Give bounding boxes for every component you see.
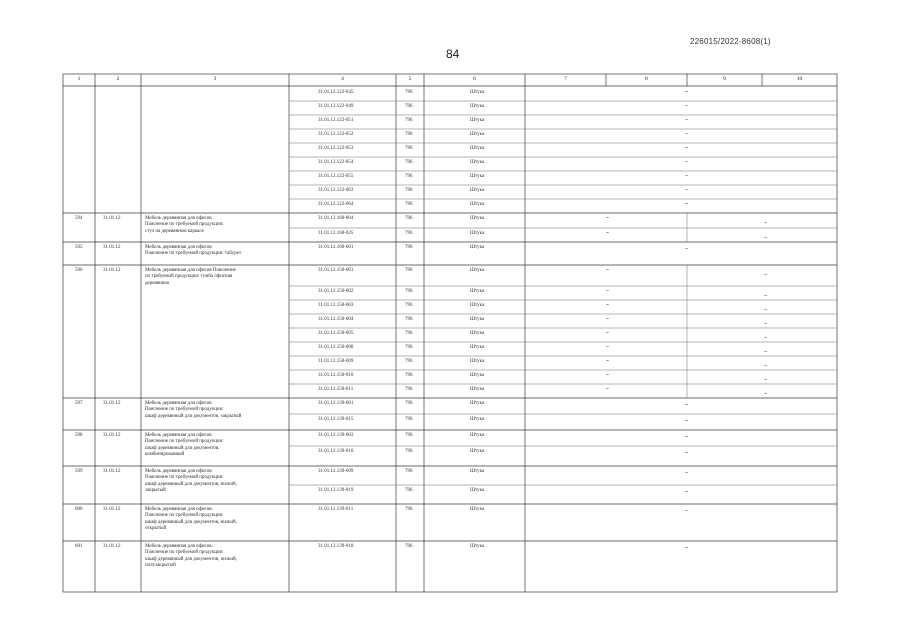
- product-description: комбинированный: [145, 451, 185, 457]
- empty-value-dash: --: [685, 201, 687, 207]
- page-number: 84: [446, 47, 460, 61]
- empty-value-dash: --: [764, 307, 766, 313]
- unit-code: 796: [405, 289, 413, 294]
- unit-name: Штука: [470, 417, 485, 422]
- empty-value-dash: --: [685, 145, 687, 151]
- unit-name: Штука: [470, 401, 485, 406]
- unit-name: Штука: [470, 160, 485, 165]
- product-code: 31.01.12.122-049: [318, 104, 354, 109]
- product-code: 31.01.12.150-010: [318, 373, 354, 378]
- unit-code: 796: [405, 417, 413, 422]
- product-description: Мебель деревянная для офисов.: [145, 507, 213, 512]
- unit-code: 796: [405, 469, 413, 474]
- product-description: шкаф деревянный для документов, низкий,: [145, 481, 237, 487]
- product-code: 31.01.12.150-005: [318, 331, 354, 336]
- unit-code: 796: [405, 268, 413, 273]
- unit-code: 796: [405, 118, 413, 123]
- unit-code: 796: [405, 231, 413, 236]
- empty-value-dash: --: [685, 131, 687, 137]
- product-description: Мебель деревянная для офисов: [145, 469, 212, 474]
- unit-name: Штука: [470, 345, 485, 350]
- empty-value-dash: --: [685, 508, 687, 514]
- unit-name: Штука: [470, 90, 485, 95]
- row-number: 598: [75, 433, 83, 438]
- unit-code: 796: [405, 132, 413, 137]
- header-col-4: 4: [341, 76, 344, 82]
- empty-value-dash: --: [685, 103, 687, 109]
- row-number: 597: [75, 401, 83, 406]
- unit-code: 796: [405, 433, 413, 438]
- product-description: деревянная: [145, 280, 169, 286]
- empty-value-dash: --: [685, 402, 687, 408]
- unit-name: Штука: [470, 449, 485, 454]
- product-code: 31.01.12.160-004: [318, 216, 354, 221]
- unit-code: 796: [405, 544, 413, 549]
- product-code: 31.01.12.122-045: [318, 90, 354, 95]
- product-description: Мебель деревянная для офисов: [145, 245, 212, 250]
- header-col-10: 10: [796, 76, 803, 82]
- empty-value-dash: --: [606, 215, 608, 221]
- unit-name: Штука: [470, 488, 485, 493]
- product-description: стул на деревянном каркасе: [145, 228, 204, 234]
- product-description: Мебель деревянная для офисов: [145, 401, 212, 406]
- header-col-7: 7: [564, 76, 567, 82]
- empty-value-dash: --: [685, 489, 687, 495]
- product-description: шкаф деревянный для документов, низкий,: [145, 556, 237, 562]
- product-code: 31.01.12.139-015: [318, 417, 354, 422]
- unit-code: 796: [405, 104, 413, 109]
- unit-code: 796: [405, 488, 413, 493]
- unit-name: Штука: [470, 245, 485, 250]
- okpd-code: 31.01.12: [103, 401, 121, 406]
- empty-value-dash: --: [685, 450, 687, 456]
- product-description: шкаф деревянный для документов, закрытый: [145, 413, 242, 419]
- unit-name: Штука: [470, 188, 485, 193]
- unit-code: 796: [405, 317, 413, 322]
- product-code: 31.01.12.122-063: [318, 188, 354, 193]
- product-description: шкаф деревянный для документов,: [145, 445, 220, 451]
- product-code: 31.01.12.139-018: [318, 544, 354, 549]
- empty-value-dash: --: [764, 377, 766, 383]
- unit-code: 796: [405, 160, 413, 165]
- empty-value-dash: --: [764, 391, 766, 397]
- unit-name: Штука: [470, 469, 485, 474]
- unit-code: 796: [405, 359, 413, 364]
- product-description: закрытый: [145, 487, 166, 493]
- product-description: Пояснение по требуемой продукции:: [145, 439, 224, 445]
- unit-name: Штука: [470, 303, 485, 308]
- header-col-8: 8: [645, 76, 648, 82]
- product-description: Пояснение по требуемой продукции:: [145, 407, 224, 413]
- product-code: 31.01.12.150-001: [318, 268, 354, 273]
- unit-code: 796: [405, 449, 413, 454]
- unit-name: Штука: [470, 373, 485, 378]
- empty-value-dash: --: [685, 545, 687, 551]
- product-code: 31.01.12.139-009: [318, 469, 354, 474]
- unit-code: 796: [405, 507, 413, 512]
- unit-name: Штука: [470, 231, 485, 236]
- product-description: открытый: [145, 525, 167, 531]
- empty-value-dash: --: [606, 316, 608, 322]
- row-number: 594: [75, 216, 83, 221]
- header-col-5: 5: [408, 76, 412, 82]
- unit-name: Штука: [470, 433, 485, 438]
- product-description: полузакрытый: [145, 562, 176, 568]
- okpd-code: 31.01.12: [103, 469, 121, 474]
- empty-value-dash: --: [685, 187, 687, 193]
- unit-name: Штука: [470, 331, 485, 336]
- empty-value-dash: --: [606, 267, 608, 273]
- header-col-1: 1: [77, 76, 81, 82]
- unit-code: 796: [405, 345, 413, 350]
- product-code: 31.01.12.122-055: [318, 174, 354, 179]
- product-description: Пояснение по требуемой продукции: табурет: [145, 251, 242, 257]
- empty-value-dash: --: [685, 89, 687, 95]
- unit-name: Штука: [470, 544, 485, 549]
- header-col-2: 2: [116, 76, 120, 82]
- unit-name: Штука: [470, 359, 485, 364]
- row-number: 599: [75, 469, 83, 474]
- product-description: по требуемой продукции: тумба офисная: [145, 274, 233, 280]
- product-code: 31.01.12.139-001: [318, 401, 354, 406]
- unit-name: Штука: [470, 289, 485, 294]
- unit-code: 796: [405, 331, 413, 336]
- empty-value-dash: --: [764, 220, 766, 226]
- unit-code: 796: [405, 387, 413, 392]
- product-code: 31.01.12.139-019: [318, 488, 354, 493]
- empty-value-dash: --: [685, 159, 687, 165]
- empty-value-dash: --: [685, 470, 687, 476]
- unit-name: Штука: [470, 202, 485, 207]
- header-col-6: 6: [473, 76, 476, 82]
- unit-name: Штука: [470, 387, 485, 392]
- unit-name: Штука: [470, 118, 485, 123]
- unit-code: 796: [405, 174, 413, 179]
- unit-name: Штука: [470, 132, 485, 137]
- empty-value-dash: --: [606, 330, 608, 336]
- empty-value-dash: --: [606, 372, 608, 378]
- empty-value-dash: --: [606, 230, 608, 236]
- product-description: Мебель деревянная для офисов: [145, 433, 212, 438]
- unit-name: Штука: [470, 104, 485, 109]
- unit-code: 796: [405, 245, 413, 250]
- product-code: 31.01.12.160-001: [318, 245, 354, 250]
- empty-value-dash: --: [764, 363, 766, 369]
- product-code: 31.01.12.139-016: [318, 449, 354, 454]
- empty-value-dash: --: [685, 246, 687, 252]
- empty-value-dash: --: [764, 321, 766, 327]
- empty-value-dash: --: [606, 386, 608, 392]
- header-col-3: 3: [213, 76, 217, 82]
- product-description: Пояснение по требуемой продукции:: [145, 513, 224, 519]
- product-code: 31.01.12.139-011: [318, 507, 354, 512]
- unit-code: 796: [405, 146, 413, 151]
- empty-value-dash: --: [764, 293, 766, 299]
- row-number: 595: [75, 245, 83, 250]
- product-description: Пояснение по требуемой продукции:: [145, 475, 224, 481]
- product-code: 31.01.12.150-008: [318, 345, 354, 350]
- product-code: 31.01.12.160-025: [318, 231, 354, 236]
- product-code: 31.01.12.139-003: [318, 433, 354, 438]
- unit-code: 796: [405, 188, 413, 193]
- product-description: Пояснение по требуемой продукции:: [145, 550, 224, 556]
- empty-value-dash: --: [606, 358, 608, 364]
- empty-value-dash: --: [685, 418, 687, 424]
- unit-code: 796: [405, 202, 413, 207]
- empty-value-dash: --: [764, 272, 766, 278]
- empty-value-dash: --: [685, 434, 687, 440]
- product-code: 31.01.12.150-011: [318, 387, 354, 392]
- unit-code: 796: [405, 90, 413, 95]
- row-number: 601: [75, 544, 83, 549]
- product-code: 31.01.12.122-051: [318, 118, 354, 123]
- empty-value-dash: --: [764, 235, 766, 241]
- empty-value-dash: --: [606, 344, 608, 350]
- product-description: Пояснение по требуемой продукции:: [145, 222, 224, 228]
- product-code: 31.01.12.150-002: [318, 289, 354, 294]
- empty-value-dash: --: [764, 349, 766, 355]
- row-number: 596: [75, 268, 83, 273]
- unit-code: 796: [405, 303, 413, 308]
- product-code: 31.01.12.150-003: [318, 303, 354, 308]
- unit-name: Штука: [470, 317, 485, 322]
- okpd-code: 31.01.12: [103, 268, 121, 273]
- empty-value-dash: --: [685, 117, 687, 123]
- header-col-9: 9: [723, 76, 726, 82]
- empty-value-dash: --: [606, 288, 608, 294]
- okpd-code: 31.01.12: [103, 245, 121, 250]
- document-registration-number: 226015/2022-8608(1): [690, 37, 771, 46]
- product-code: 31.01.12.122-053: [318, 146, 354, 151]
- product-code: 31.01.12.122-054: [318, 160, 354, 165]
- empty-value-dash: --: [764, 335, 766, 341]
- product-code: 31.01.12.150-009: [318, 359, 354, 364]
- unit-name: Штука: [470, 146, 485, 151]
- product-code: 31.01.12.122-052: [318, 132, 354, 137]
- unit-name: Штука: [470, 268, 485, 273]
- unit-code: 796: [405, 216, 413, 221]
- unit-name: Штука: [470, 174, 485, 179]
- okpd-code: 31.01.12: [103, 216, 121, 221]
- product-code: 31.01.12.150-004: [318, 317, 354, 322]
- unit-name: Штука: [470, 507, 485, 512]
- unit-code: 796: [405, 401, 413, 406]
- product-description: шкаф деревянный для документов, низкий,: [145, 519, 237, 525]
- product-code: 31.01.12.122-064: [318, 202, 354, 207]
- okpd-code: 31.01.12: [103, 507, 121, 512]
- unit-name: Штука: [470, 216, 485, 221]
- empty-value-dash: --: [606, 302, 608, 308]
- product-description: Мебель деревянная для офисов Пояснение: [145, 268, 236, 273]
- product-description: Мебель деревянная для офисов: [145, 216, 212, 221]
- okpd-code: 31.01.12: [103, 433, 121, 438]
- unit-code: 796: [405, 373, 413, 378]
- product-description: Мебель деревянная для офисов.: [145, 544, 213, 549]
- row-number: 600: [75, 507, 83, 512]
- okpd-code: 31.01.12: [103, 544, 121, 549]
- empty-value-dash: --: [685, 173, 687, 179]
